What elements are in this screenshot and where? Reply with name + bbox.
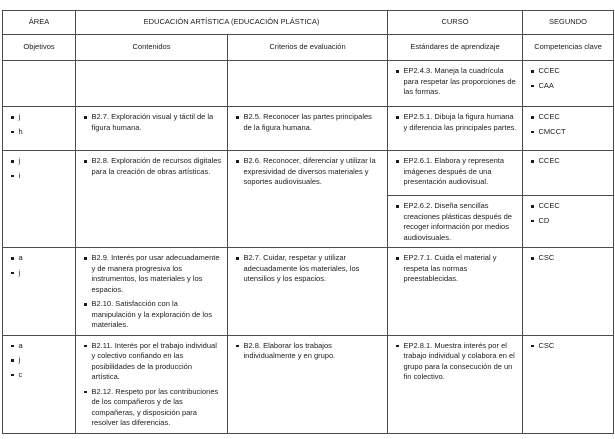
list-item (394, 112, 517, 133)
estandar-text: EP2.4.3. Maneja la cuadrícula para respetar las proporciones de las formas. (403, 66, 516, 96)
objetivos-cell (3, 107, 76, 151)
competencia-text: CSC (538, 253, 555, 262)
header-competencias: Competencias clave (523, 35, 614, 61)
bullet-icon (531, 131, 534, 134)
criterio-text: B2.8. Elaborar los trabajos individualmente y en grupo. (243, 340, 336, 360)
criterios-cell (228, 61, 388, 107)
competencias-cell (523, 248, 614, 336)
list-item (82, 387, 222, 429)
curriculum-table (2, 10, 614, 434)
criterios-cell (228, 107, 388, 151)
competencia-text: CCEC (538, 156, 560, 165)
contenidos-cell (76, 248, 228, 336)
criterio-text: B2.5. Reconocer las partes principales de la figura humana. (243, 112, 372, 132)
contenido-text: B2.10. Satisfacción con la manipulación y la exploración de los materiales. (91, 299, 212, 329)
criterios-cell (228, 335, 388, 433)
list-item (529, 112, 608, 123)
list-item (529, 201, 608, 212)
list-item (234, 341, 382, 362)
list-item (9, 355, 70, 366)
list-item (82, 341, 222, 383)
estandares-cell (388, 196, 523, 248)
bullet-icon (531, 257, 534, 260)
objetivos-cell (3, 61, 76, 107)
list-item (529, 156, 608, 167)
header-estandares: Estándares de aprendizaje (388, 35, 523, 61)
estandar-text: EP2.6.2. Diseña sencillas creaciones plásticas después de recoger información por medios audiovisuales. (403, 201, 512, 242)
bullet-icon (84, 303, 87, 306)
contenido-text: B2.9. Interés por usar adecuadamente y de manera progresiva los instrumentos, los materiales y los espacios. (91, 253, 220, 294)
bullet-icon (84, 391, 87, 394)
objetivo-letter: j (18, 267, 21, 277)
list-item (394, 156, 517, 188)
criterios-cell (228, 151, 388, 248)
bullet-icon (236, 257, 239, 260)
list-item (9, 253, 70, 264)
competencia-text: CMCCT (538, 126, 566, 136)
bullet-icon (396, 345, 399, 348)
list-item (82, 156, 222, 177)
list-item (394, 201, 517, 243)
competencias-cell (523, 61, 614, 107)
bullet-icon (236, 160, 239, 163)
list-item (529, 216, 608, 227)
competencia-text: CCEC (538, 201, 560, 210)
list-item (82, 299, 222, 331)
bullet-icon (531, 116, 534, 119)
criterio-text: B2.7. Cuidar, respetar y utilizar adecuadamente los materiales, los utensilios y los espacios. (243, 253, 360, 283)
list-item (82, 112, 222, 133)
table-row (3, 151, 614, 196)
bullet-icon (531, 160, 534, 163)
competencia-text: CCEC (538, 66, 560, 75)
bullet-icon (236, 345, 239, 348)
bullet-icon (531, 85, 534, 88)
objetivo-letter: j (18, 355, 21, 364)
competencia-text: CD (538, 215, 550, 225)
list-item (394, 66, 517, 98)
header-subject: EDUCACIÓN ARTÍSTICA (EDUCACIÓN PLÁSTICA) (76, 11, 388, 35)
competencias-cell (523, 151, 614, 196)
bullet-icon (11, 374, 14, 377)
table-row (3, 248, 614, 336)
competencias-cell (523, 335, 614, 433)
estandar-text: EP2.6.1. Elabora y representa imágenes después de una presentación audiovisual. (403, 156, 504, 186)
contenidos-cell (76, 151, 228, 248)
objetivo-letter: j (18, 112, 21, 121)
bullet-icon (396, 257, 399, 260)
header-criterios: Criterios de evaluación (228, 35, 388, 61)
contenido-text: B2.7. Exploración visual y táctil de la figura humana. (91, 112, 214, 132)
header-curso: CURSO (388, 11, 523, 35)
bullet-icon (531, 220, 534, 223)
objetivos-cell (3, 248, 76, 336)
contenidos-cell (76, 335, 228, 433)
bullet-icon (84, 345, 87, 348)
bullet-icon (11, 175, 14, 178)
bullet-icon (531, 205, 534, 208)
estandar-text: EP2.5.1. Dibuja la figura humana y diferencia las principales partes. (403, 112, 517, 132)
bullet-icon (396, 205, 399, 208)
competencia-text: CAA (538, 80, 554, 90)
bullet-icon (531, 70, 534, 73)
estandar-text: EP2.7.1. Cuida el material y respeta las normas preestablecidas. (403, 253, 497, 283)
objetivo-letter: i (18, 170, 21, 180)
estandares-cell (388, 107, 523, 151)
list-item (529, 81, 608, 92)
list-item (9, 268, 70, 279)
list-item (234, 156, 382, 188)
list-item (82, 253, 222, 295)
list-item (9, 127, 70, 138)
list-item (9, 370, 70, 381)
estandar-text: EP2.8.1. Muestra interés por el trabajo individual y colabora en el grupo para la consecución de un fin colectivo. (403, 340, 515, 381)
list-item (9, 112, 70, 123)
competencias-cell (523, 196, 614, 248)
contenidos-cell (76, 107, 228, 151)
objetivo-letter: a (18, 253, 23, 262)
table-row (3, 335, 614, 433)
criterio-text: B2.6. Reconocer, diferenciar y utilizar la expresividad de diversos materiales y soportes audiovisuales. (243, 156, 376, 186)
objetivo-letter: j (18, 156, 21, 165)
list-item (234, 112, 382, 133)
estandares-cell (388, 61, 523, 107)
estandares-cell (388, 248, 523, 336)
bullet-icon (11, 359, 14, 362)
estandares-cell (388, 151, 523, 196)
bullet-icon (396, 116, 399, 119)
bullet-icon (11, 116, 14, 119)
bullet-icon (84, 257, 87, 260)
header-contenidos: Contenidos (76, 35, 228, 61)
table-row (3, 107, 614, 151)
bullet-icon (236, 116, 239, 119)
contenido-text: B2.8. Exploración de recursos digitales para la creación de obras artísticas. (91, 156, 222, 176)
objetivo-letter: a (18, 340, 23, 350)
bullet-icon (11, 257, 14, 260)
list-item (9, 341, 70, 352)
list-item (394, 253, 517, 285)
list-item (234, 253, 382, 285)
list-item (529, 341, 608, 352)
table-row (3, 61, 614, 107)
list-item (394, 341, 517, 383)
criterios-cell (228, 248, 388, 336)
contenido-text: B2.11. Interés por el trabajo individual y colectivo confiando en las posibilidades de la producción artística. (91, 340, 217, 381)
objetivo-letter: c (18, 369, 23, 379)
bullet-icon (396, 70, 399, 73)
list-item (529, 253, 608, 264)
list-item (529, 127, 608, 138)
competencia-text: CSC (538, 340, 555, 350)
competencias-cell (523, 107, 614, 151)
bullet-icon (396, 160, 399, 163)
objetivos-cell (3, 151, 76, 248)
bullet-icon (84, 116, 87, 119)
list-item (9, 156, 70, 167)
contenido-text: B2.12. Respeto por las contribuciones de los compañeros y de las compañeras, y disposición para resolver las diferencias. (91, 386, 219, 427)
header-segundo: SEGUNDO (523, 11, 614, 35)
bullet-icon (531, 345, 534, 348)
bullet-icon (11, 272, 14, 275)
bullet-icon (11, 131, 14, 134)
list-item (529, 66, 608, 77)
competencia-text: CCEC (538, 112, 560, 121)
bullet-icon (11, 160, 14, 163)
header-area: ÁREA (3, 11, 76, 35)
table-header-row-2 (3, 35, 614, 61)
list-item (9, 171, 70, 182)
objetivos-cell (3, 335, 76, 433)
table-header-row-1 (3, 11, 614, 35)
estandares-cell (388, 335, 523, 433)
header-objetivos: Objetivos (3, 35, 76, 61)
bullet-icon (11, 345, 14, 348)
objetivo-letter: h (18, 126, 23, 136)
bullet-icon (84, 160, 87, 163)
contenidos-cell (76, 61, 228, 107)
